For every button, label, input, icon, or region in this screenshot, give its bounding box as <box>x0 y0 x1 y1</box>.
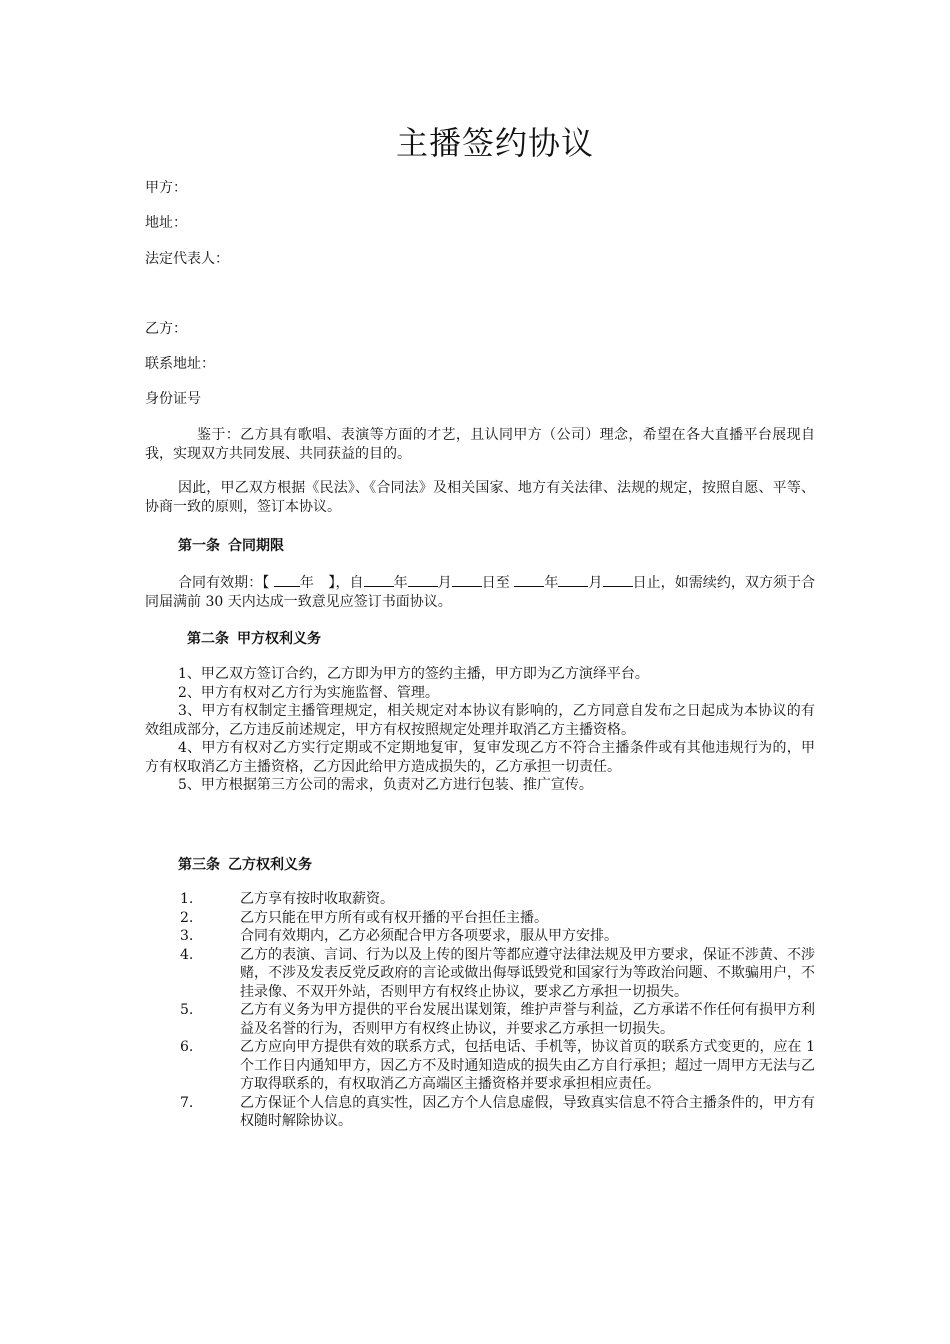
article-1-number: 第一条 <box>178 538 220 554</box>
article-3-item-number: 2. <box>180 909 194 926</box>
article-2-item-2: 2、甲方有权对乙方行为实施监督、管理。 <box>178 684 439 701</box>
article-3-item-number: 1. <box>180 891 194 907</box>
article-3-item <box>145 946 815 1002</box>
article-3-title: 乙方权利义务 <box>228 857 312 873</box>
article-3-item-number: 5. <box>180 1002 194 1018</box>
article-1-heading <box>178 537 284 555</box>
article-3-item-text: 乙方保证个人信息的真实性，因乙方个人信息虚假，导致真实信息不符合主播条件的，甲方有权随时解除协议。 <box>240 1094 815 1129</box>
term-year-unit: 年 <box>299 575 314 591</box>
article-2-item-3: 3、甲方有权制定主播管理规定，相关规定对本协议有影响的，乙方同意自发布之日起成为本协议的有效组成部分，乙方违反前述规定，甲方有权按照规定处理并取消乙方主播资格。 <box>145 703 815 738</box>
party-a-address-label: 地址： <box>145 215 187 231</box>
end-year-blank <box>514 572 544 587</box>
article-3-item-text: 乙方有义务为甲方提供的平台发展出谋划策，维护声誉与利益，乙方承诺不作任何有损甲方利益及名誉的行为，否则甲方有权终止协议，并要求乙方承担一切损失。 <box>240 1002 815 1037</box>
party-b-id-label: 身份证号 <box>145 391 201 407</box>
end-year-unit: 年 <box>544 575 559 591</box>
end-month-unit: 月 <box>588 575 603 591</box>
article-3-item <box>145 909 815 928</box>
party-b-contact-address-label: 联系地址： <box>145 356 215 372</box>
party-a-legal-rep-label: 法定代表人： <box>145 251 229 267</box>
article-3-item-text: 乙方的表演、言词、行为以及上传的图片等都应遵守法律法规及甲方要求，保证不涉黄、不涉赌，不涉及发表反党反政府的言论或做出侮辱诋毁党和国家行为等政治问题、不欺骗用户，不挂录像、不双开外站，否则甲方有权终止协议，要求乙方承担一切损失。 <box>240 946 815 1000</box>
term-years-blank <box>274 572 300 587</box>
party-a-label: 甲方： <box>145 180 187 196</box>
article-1-title: 合同期限 <box>228 538 284 554</box>
term-text-part1: 合同有效期：【 <box>178 575 270 591</box>
preamble-paragraph-1: 鉴于：乙方具有歌唱、表演等方面的才艺，且认同甲方（公司）理念，希望在各大直播平台展现自我，实现双方共同发展、共同获益的目的。 <box>145 427 815 462</box>
article-2-list <box>0 665 815 795</box>
article-2-heading <box>187 630 321 648</box>
article-1-term-paragraph <box>145 572 815 611</box>
article-2-number: 第二条 <box>187 631 229 647</box>
article-3-item-number: 6. <box>180 1039 194 1055</box>
start-year-unit: 年 <box>393 575 408 591</box>
article-3-list <box>145 890 815 1131</box>
article-3-item <box>145 927 815 946</box>
term-text-ending: 日止，如需续约，双方须于合同届满前 30 天内达成一致意见应签订书面协议。 <box>145 575 816 610</box>
article-3-item <box>145 1094 815 1131</box>
article-2-item-5: 5、甲方根据第三方公司的需求，负责对乙方进行包装、推广宣传。 <box>178 777 593 793</box>
article-3-item-text: 合同有效期内，乙方必须配合甲方各项要求，服从甲方安排。 <box>240 928 618 944</box>
article-2-item-1: 1、甲乙双方签订合约，乙方即为甲方的签约主播，甲方即为乙方演绎平台。 <box>178 666 649 682</box>
article-3-item-number: 7. <box>180 1094 194 1111</box>
end-month-blank <box>558 572 588 587</box>
start-month-unit: 月 <box>437 575 452 591</box>
article-2-title: 甲方权利义务 <box>237 631 321 647</box>
term-text-part2: 】，自 <box>328 575 364 591</box>
article-2-item-4: 4、甲方有权对乙方实行定期或不定期地复审，复审发现乙方不符合主播条件或有其他违规行为的，甲方有权取消乙方主播资格，乙方因此给甲方造成损失的，乙方承担一切责任。 <box>145 740 815 775</box>
article-3-number: 第三条 <box>178 857 220 873</box>
article-3-item <box>145 1001 815 1038</box>
start-year-blank <box>364 572 394 587</box>
start-month-blank <box>408 572 438 587</box>
article-3-item-number: 3. <box>180 928 194 944</box>
article-3-item-text: 乙方应向甲方提供有效的联系方式，包括电话、手机等，协议首页的联系方式变更的，应在 1 个工作日内通知甲方，因乙方不及时通知造成的损失由乙方自行承担；超过一周甲方无法与乙方取得联系的，有权取消乙方高端区主播资格并要求承担相应责任。 <box>240 1039 815 1092</box>
article-3-item-text: 乙方只能在甲方所有或有权开播的平台担任主播。 <box>240 909 548 926</box>
article-3-item-number: 4. <box>180 946 194 963</box>
article-3-item <box>145 1038 815 1094</box>
end-day-blank <box>603 572 633 587</box>
document-title: 主播签约协议 <box>395 124 594 162</box>
article-3-item <box>145 890 815 909</box>
preamble-paragraph-2: 因此，甲乙双方根据《民法》、《合同法》及相关国家、地方有关法律、法规的规定，按照自愿、平等、协商一致的原则，签订本协议。 <box>145 480 815 515</box>
article-3-heading <box>178 856 312 874</box>
article-3-item-text: 乙方享有按时收取薪资。 <box>240 891 394 907</box>
party-b-label: 乙方： <box>145 321 187 337</box>
start-day-unit: 日至 <box>481 575 510 591</box>
start-day-blank <box>452 572 482 587</box>
